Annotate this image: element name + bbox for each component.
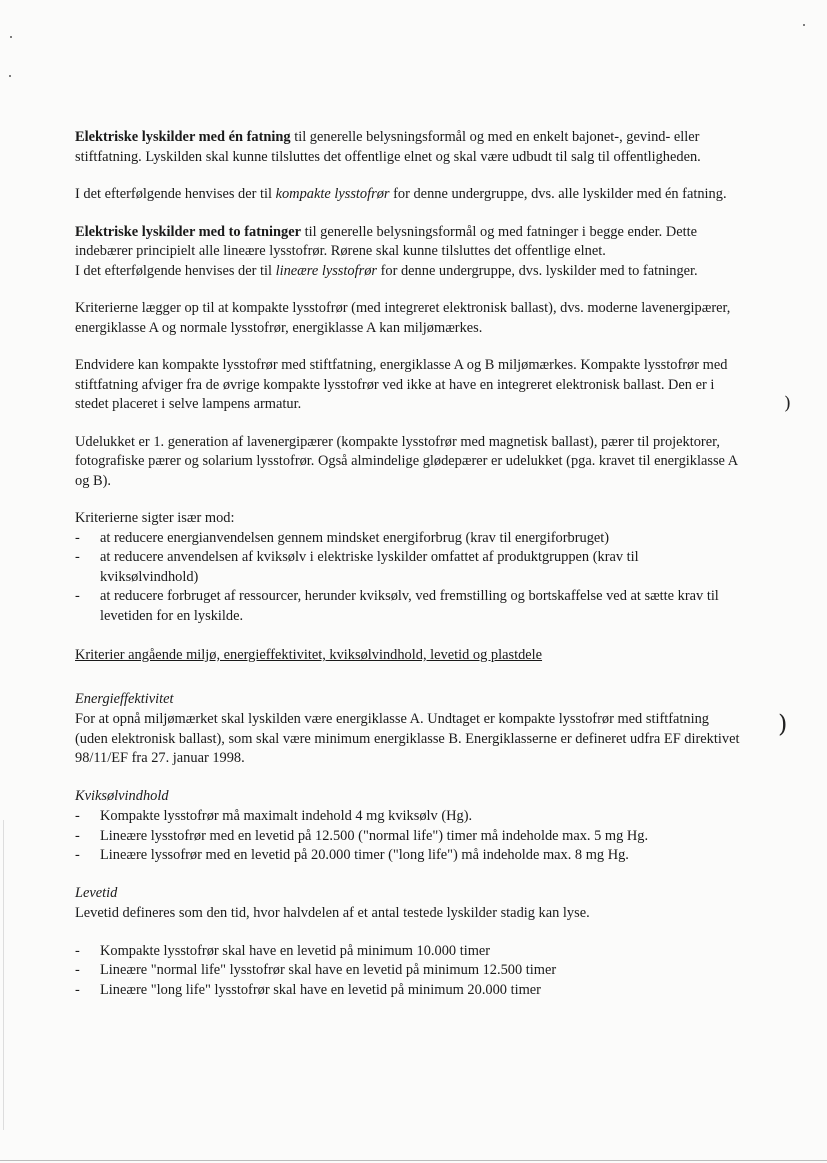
document-body (75, 128, 740, 1000)
energy-section (75, 690, 740, 769)
italic-term: lineære lysstofrør (275, 262, 377, 279)
paragraph-text: I det efterfølgende henvises der til (75, 186, 276, 202)
mercury-section (75, 787, 740, 866)
lifetime-item: - Lineære "long life" lysstofrør skal have en levetid på minimum 20.000 timer (75, 981, 740, 1001)
mercury-item: - Lineære lysstofrør med en levetid på 12.500 ("normal life") timer må indeholde max. 5 mg Hg. (75, 827, 740, 847)
mercury-list (75, 807, 740, 866)
paragraph-text: for denne undergruppe, dvs. lyskilder med to fatninger. (377, 262, 698, 279)
lifetime-section (75, 884, 740, 1001)
lifetime-title: Levetid (75, 884, 118, 901)
lifetime-list (75, 942, 740, 1001)
mercury-title: Kviksølvindhold (75, 787, 169, 804)
section-heading: Kriterier angående miljø, energieffektivitet, kviksølvindhold, levetid og plastdele (75, 647, 543, 663)
lifetime-item: - Kompakte lysstofrør skal have en levetid på minimum 10.000 timer (75, 942, 740, 962)
paragraph-criteria-scope: Kriterierne lægger op til at kompakte lysstofrør (med integreret elektronisk ballast), dvs. moderne lavenergipærer, energiklasse A og normale lysstofrør, energiklasse A kan miljømærkes. (75, 300, 731, 336)
criteria-aims (75, 509, 740, 626)
lifetime-text: Levetid defineres som den tid, hvor halvdelen af et antal testede lyskilder stadig kan lyse. (75, 905, 590, 921)
bold-term: Elektriske lyskilder med to fatninger (75, 223, 301, 240)
scan-speck (803, 24, 805, 26)
page-bottom-edge (0, 1160, 827, 1161)
lifetime-item: - Lineære "normal life" lysstofrør skal have en levetid på minimum 12.500 timer (75, 961, 740, 981)
paragraph-text: til generelle belysningsformål og med fatninger i begge ender. Dette indebærer principielt alle lineære lysstofrør. Rørene skal kunne tilsluttes det offentlige elnet. (75, 223, 697, 259)
punch-hole-mark: ) (784, 393, 792, 414)
mercury-item: - Kompakte lysstofrør må maximalt indehold 4 mg kviksølv (Hg). (75, 807, 740, 827)
italic-term: kompakte lysstofrør (275, 186, 390, 202)
paragraph-text: I det efterfølgende henvises der til (75, 262, 276, 279)
paragraph-pin-socket: Endvidere kan kompakte lysstofrør med stiftfatning, energiklasse A og B miljømærkes. Kompakte lysstofrør med stiftfatning afviger fra de øvrige kompakte lysstofrør ved ikke at have en integreret elektronisk ballast. Den er i stedet placeret i selve lampens armatur. (75, 357, 728, 412)
aims-intro: Kriterierne sigter især mod: (75, 510, 235, 526)
energy-title: Energieffektivitet (75, 690, 174, 707)
scan-speck (9, 75, 11, 77)
paragraph-single-socket (75, 128, 740, 167)
aims-item: - at reducere energianvendelsen gennem mindsket energiforbrug (krav til energiforbruget) (75, 529, 740, 549)
bold-term: Elektriske lyskilder med én fatning (75, 129, 291, 145)
paragraph-text: for denne undergruppe, dvs. alle lyskilder med én fatning. (389, 186, 727, 202)
aims-item: - at reducere forbruget af ressourcer, herunder kviksølv, ved fremstilling og bortskaffelse ved at sætte krav til levetiden for en lyskilde. (75, 587, 740, 626)
paragraph-double-socket (75, 223, 740, 282)
paragraph-excluded: Udelukket er 1. generation af lavenergipærer (kompakte lysstofrør med magnetisk ballast), pærer til projektorer, fotografiske pærer og solarium lysstofrør. Også almindelige glødepærer er udelukket (pga. kravet til energiklasse A og B). (75, 433, 738, 489)
paragraph-text: til generelle belysningsformål og med en enkelt bajonet-, gevind- eller stiftfatning. Lyskilden skal kunne tilsluttes det offentlige elnet og skal være udbudt til salg til offentligheden. (75, 129, 701, 165)
scan-speck (10, 36, 12, 38)
aims-item: - at reducere anvendelsen af kviksølv i elektriske lyskilder omfattet af produktgruppen (krav til kviksølvindhold) (75, 548, 740, 587)
punch-hole-mark: ) (778, 710, 788, 738)
energy-text: For at opnå miljømærket skal lyskilden være energiklasse A. Undtaget er kompakte lysstofrør med stiftfatning (uden elektronisk ballast), som skal være minimum energiklasse B. Energiklasserne er defineret udfra EF direktivet 98/11/EF fra 27. januar 1998. (75, 711, 740, 766)
aims-list (75, 529, 740, 627)
scan-margin-line (3, 820, 4, 1130)
mercury-item: - Lineære lyssofrør med en levetid på 20.000 timer ("long life") må indeholde max. 8 mg Hg. (75, 846, 740, 866)
paragraph-compact-reference (75, 185, 740, 205)
